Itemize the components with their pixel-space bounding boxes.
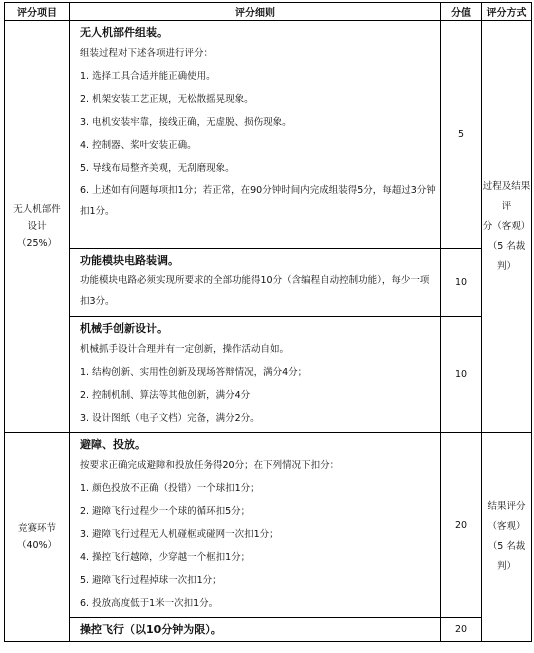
score-cell: 10 [441,249,482,317]
category-cell: 无人机部件 设计 （25%） [5,21,70,433]
rule-line: 组装过程对下述各项进行评分： [80,48,214,59]
rule-line: 4. 操控飞行越障，少穿越一个框扣1分； [80,552,251,563]
header-score: 分值 [441,3,482,21]
rule-title: 机械手创新设计。 [80,322,168,335]
rule-line: 6. 投放高度低于1米一次扣1分。 [80,598,219,609]
table-row [5,249,532,317]
rule-cell [70,21,441,249]
scoring-table [4,2,532,642]
table-row [5,21,532,249]
table-row [5,317,532,433]
table-row [5,433,532,618]
method-cell: 过程及结果评 分（客观） （5 名裁判） [482,21,532,433]
rule-line: 3. 电机安装牢靠，接线正确，无虚脱、损伤现象。 [80,117,292,128]
score-cell: 20 [441,618,482,642]
rule-line: 功能模块电路必须实现所要求的全部功能得10分（含编程自动控制功能），每少一项扣3分。 [80,275,430,307]
rule-line: 1. 选择工具合适并能正确使用。 [80,71,216,82]
rule-line: 2. 避障飞行过程少一个球的循环扣5分； [80,506,251,517]
rule-title: 无人机部件组装。 [80,26,168,39]
rule-title: 避障、投放。 [80,438,146,451]
rule-cell [70,317,441,433]
rule-title: 操控飞行（以10分钟为限）。 [80,623,222,636]
rule-line: 6. 上述如有问题每项扣1分；若正常，在90分钟时间内完成组装得5分，每超过3分钟扣1分。 [80,185,436,217]
rule-line: 4. 控制器、桨叶安装正确。 [80,140,197,151]
rule-cell [70,433,441,618]
rule-cell [70,249,441,317]
header-row [5,3,532,21]
rule-line: 1. 结构创新、实用性创新及现场答辩情况，满分4分； [80,367,308,378]
rule-title: 功能模块电路装调。 [80,254,179,267]
rule-line: 机械抓手设计合理并有一定创新，操作活动自如。 [80,344,290,355]
header-method: 评分方式 [482,3,532,21]
rule-line: 2. 机架安装工艺正规，无松散摇晃现象。 [80,94,254,105]
category-cell: 竞赛环节 （40%） [5,433,70,642]
rule-line: 1. 颜色投放不正确（投错）一个球扣1分； [80,483,260,494]
rule-line: 5. 避障飞行过程掉球一次扣1分； [80,575,222,586]
score-cell: 10 [441,317,482,433]
rule-cell [70,618,441,642]
score-cell: 20 [441,433,482,618]
rule-line: 5. 导线布局整齐美观，无刮磨现象。 [80,163,235,174]
rule-line: 2. 控制机制、算法等其他创新，满分4分 [80,390,251,401]
score-cell: 5 [441,21,482,249]
table-row [5,618,532,642]
header-item: 评分项目 [5,3,70,21]
header-rules: 评分细则 [70,3,441,21]
method-cell: 结果评分 （客观） （5 名裁判） [482,433,532,642]
rule-line: 按要求正确完成避障和投放任务得20分；在下列情况下扣分： [80,460,340,471]
rule-line: 3. 避障飞行过程无人机碰框或碰网一次扣1分； [80,529,279,540]
rule-line: 3. 设计图纸（电子文档）完备，满分2分。 [80,413,260,424]
